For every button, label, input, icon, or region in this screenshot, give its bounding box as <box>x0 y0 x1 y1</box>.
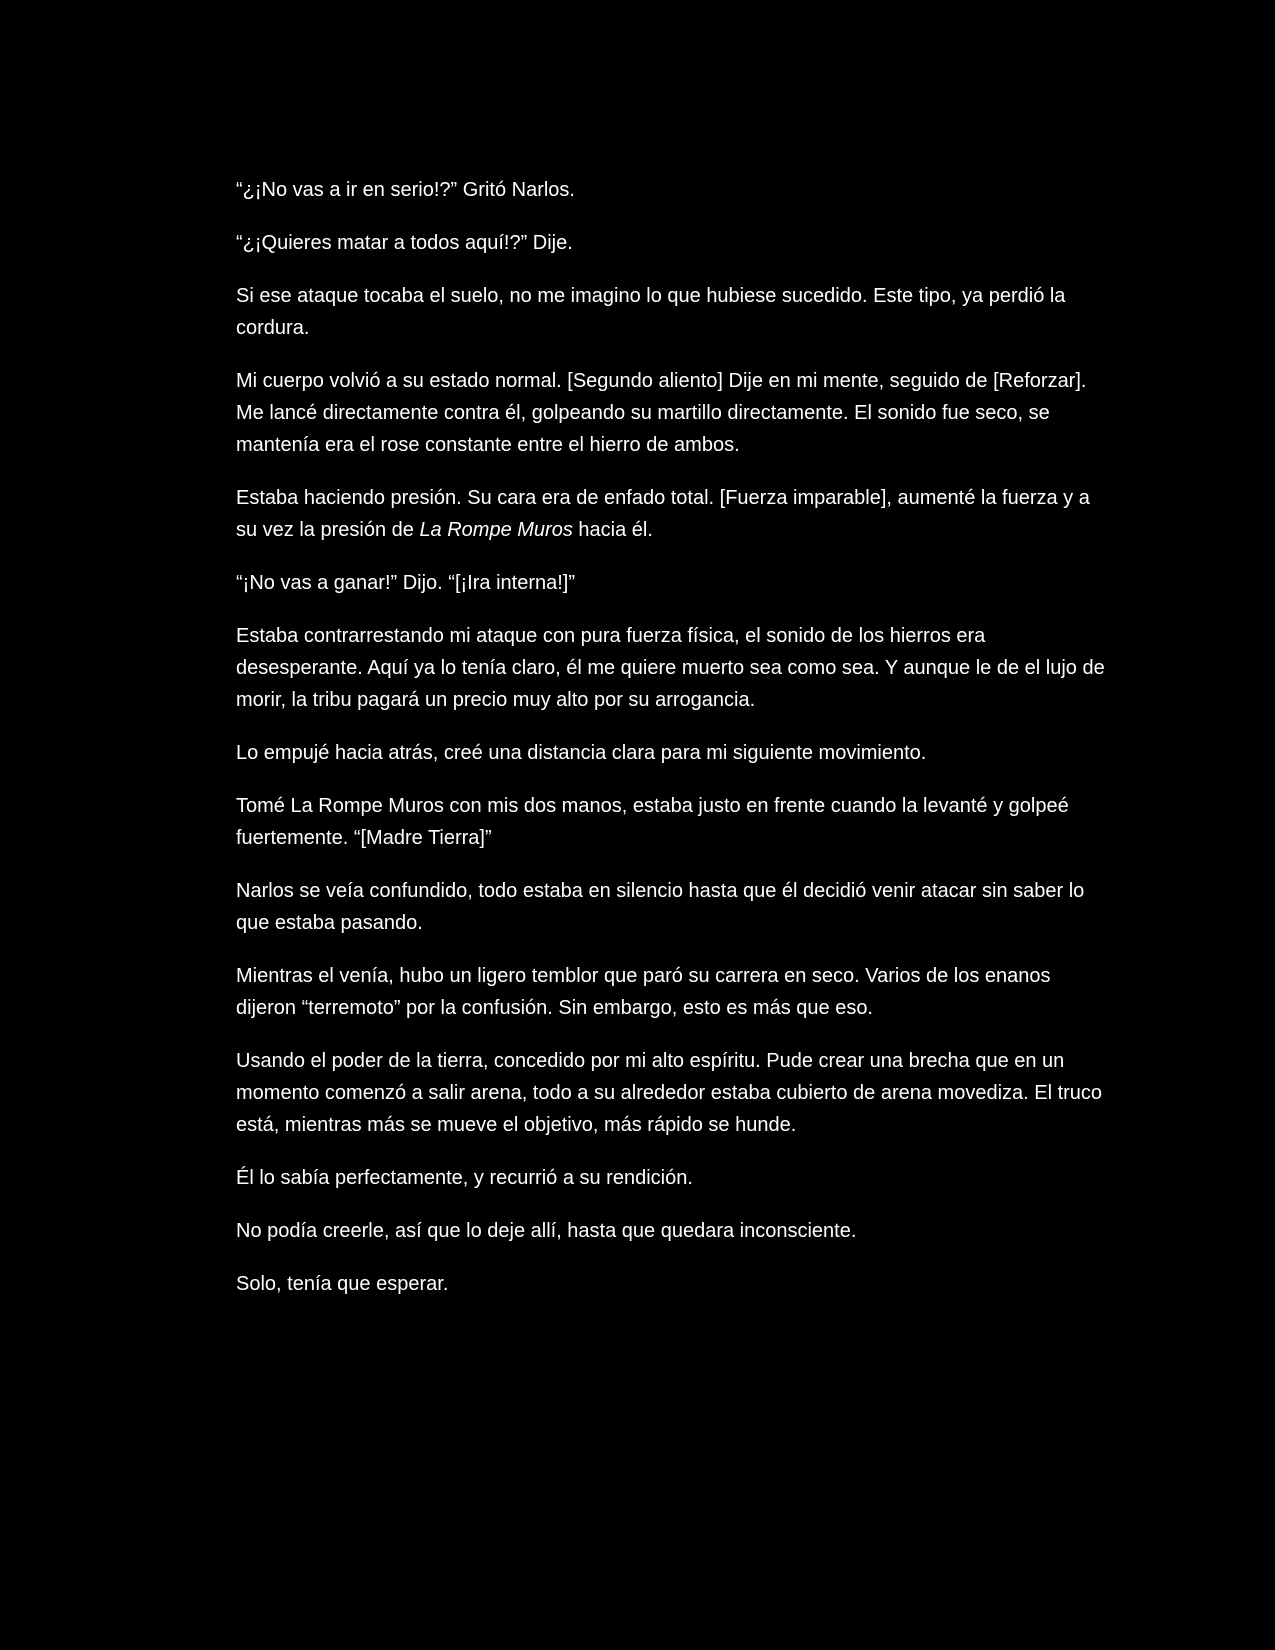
paragraph-1: “¿¡No vas a ir en serio!?” Gritó Narlos. <box>236 179 575 201</box>
paragraph-11: Mientras el venía, hubo un ligero temblor que paró su carrera en seco. Varios de los enanos dijeron “terremoto” por la confusión. Sin embargo, esto es más que eso. <box>236 965 1051 1019</box>
paragraph-15: Solo, tenía que esperar. <box>236 1273 449 1295</box>
paragraph-7: Estaba contrarrestando mi ataque con pura fuerza física, el sonido de los hierros era desesperante. Aquí ya lo tenía claro, él me quiere muerto sea como sea. Y aunque le de el lujo de morir, la tribu pagará un precio muy alto por su arrogancia. <box>236 625 1105 711</box>
paragraph-9: Tomé La Rompe Muros con mis dos manos, estaba justo en frente cuando la levanté y golpeé fuertemente. “[Madre Tierra]” <box>236 795 1069 849</box>
paragraph-5-text-before: Estaba haciendo presión. Su cara era de enfado total. [Fuerza imparable], aumenté la fuerza y a su vez la presión de <box>236 487 1090 541</box>
paragraph-6: “¡No vas a ganar!” Dijo. “[¡Ira interna!]” <box>236 572 575 594</box>
paragraph-3: Si ese ataque tocaba el suelo, no me imagino lo que hubiese sucedido. Este tipo, ya perdió la cordura. <box>236 285 1066 339</box>
paragraph-14: No podía creerle, así que lo deje allí, hasta que quedara inconsciente. <box>236 1220 857 1242</box>
paragraph-5-text-after: hacia él. <box>572 519 653 541</box>
paragraph-10: Narlos se veía confundido, todo estaba en silencio hasta que él decidió venir atacar sin saber lo que estaba pasando. <box>236 880 1085 934</box>
paragraph-13: Él lo sabía perfectamente, y recurrió a su rendición. <box>236 1167 693 1189</box>
document-body <box>236 174 1106 1321</box>
paragraph-2: “¿¡Quieres matar a todos aquí!?” Dije. <box>236 232 573 254</box>
paragraph-4: Mi cuerpo volvió a su estado normal. [Segundo aliento] Dije en mi mente, seguido de [Reforzar]. Me lancé directamente contra él, golpeando su martillo directamente. El sonido fue seco, se mantenía era el rose constante entre el hierro de ambos. <box>236 370 1087 456</box>
paragraph-5 <box>236 482 1106 546</box>
paragraph-8: Lo empujé hacia atrás, creé una distancia clara para mi siguiente movimiento. <box>236 742 927 764</box>
paragraph-12: Usando el poder de la tierra, concedido por mi alto espíritu. Pude crear una brecha que en un momento comenzó a salir arena, todo a su alrededor estaba cubierto de arena movediza. El truco está, mientras más se mueve el objetivo, más rápido se hunde. <box>236 1050 1103 1136</box>
paragraph-5-italic-title: La Rompe Muros <box>419 519 573 541</box>
